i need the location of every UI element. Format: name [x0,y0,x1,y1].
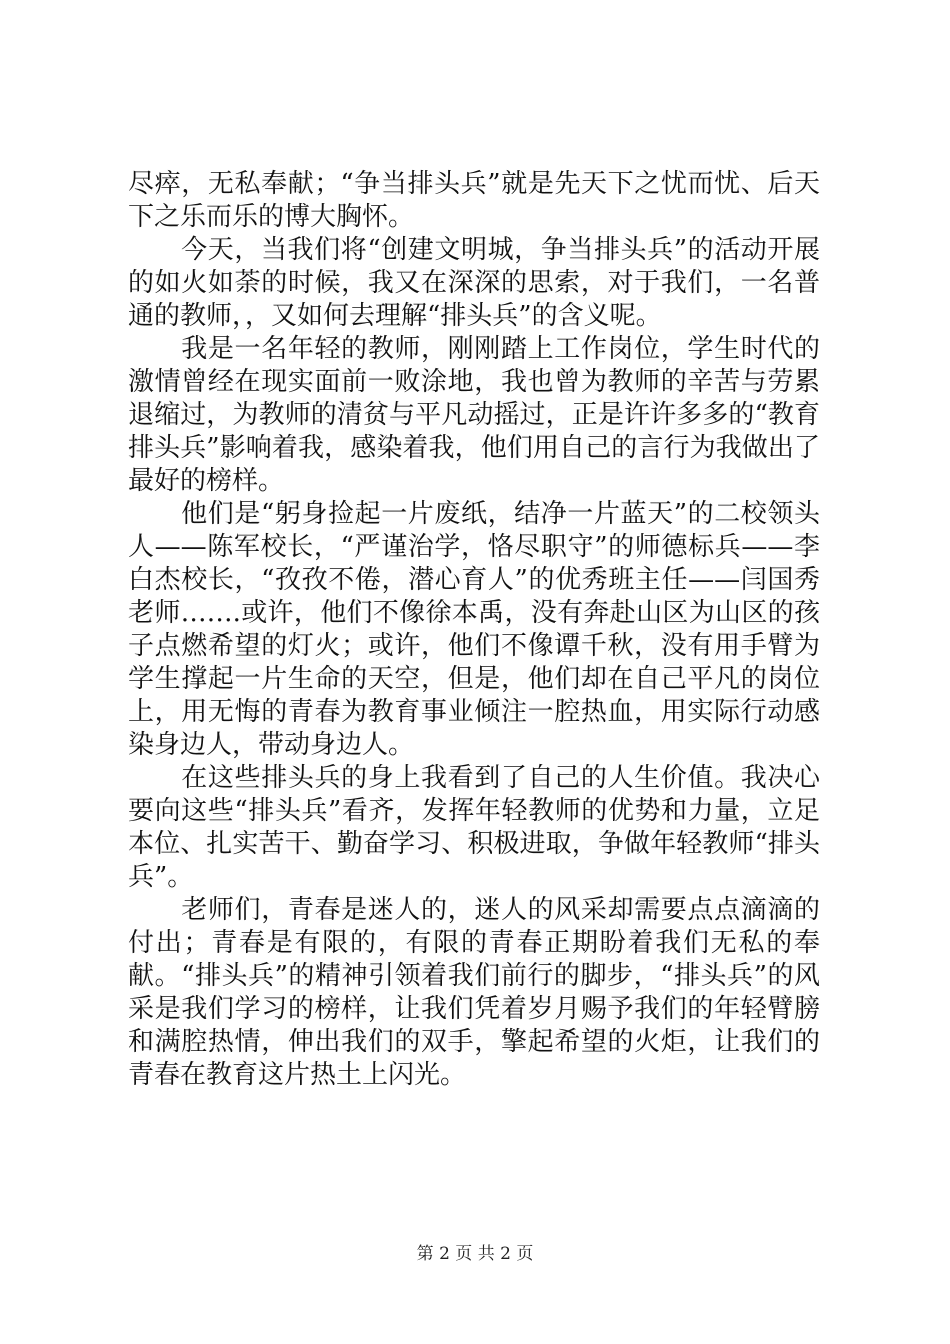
paragraph-5: 在这些排头兵的身上我看到了自己的人生价值。我决心要向这些“排头兵”看齐，发挥年轻教师的优势和力量，立足本位、扎实苦干、勤奋学习、积极进取，争做年轻教师“排头兵”。 [128,763,820,892]
paragraph-3: 我是一名年轻的教师，刚刚踏上工作岗位，学生时代的激情曾经在现实面前一败涂地，我也曾为教师的辛苦与劳累退缩过，为教师的清贫与平凡动摇过，正是许许多多的“教育排头兵”影响着我，感染着我，他们用自己的言行为我做出了最好的榜样。 [128,334,820,496]
paragraph-4: 他们是“躬身捡起一片废纸，结净一片蓝天”的二校领头人——陈军校长，“严谨治学，恪尽职守”的师德标兵——李白杰校长，“孜孜不倦，潜心育人”的优秀班主任——闫国秀老师…….或许，他们不像徐本禹，没有奔赴山区为山区的孩子点燃希望的灯火；或许，他们不像谭千秋，没有用手臂为学生撑起一片生命的天空，但是，他们却在自己平凡的岗位上，用无悔的青春为教育事业倾注一腔热血，用实际行动感染身边人，带动身边人。 [128,499,820,760]
page-footer: 第 2 页 共 2 页 [416,1244,534,1264]
paragraph-2: 今天，当我们将“创建文明城，争当排头兵”的活动开展的如火如荼的时候，我又在深深的思索，对于我们，一名普通的教师，，又如何去理解“排头兵”的含义呢。 [128,235,820,331]
paragraph-1: 尽瘁，无私奉献；“争当排头兵”就是先天下之忧而忧、后天下之乐而乐的博大胸怀。 [128,169,820,232]
paragraph-6: 老师们，青春是迷人的，迷人的风采却需要点点滴滴的付出；青春是有限的，有限的青春正期盼着我们无私的奉献。“排头兵”的精神引领着我们前行的脚步，“排头兵”的风采是我们学习的榜样，让我们凭着岁月赐予我们的年轻臂膀和满腔热情，伸出我们的双手，擎起希望的火炬，让我们的青春在教育这片热土上闪光。 [128,895,820,1090]
document-body [128,168,820,1092]
